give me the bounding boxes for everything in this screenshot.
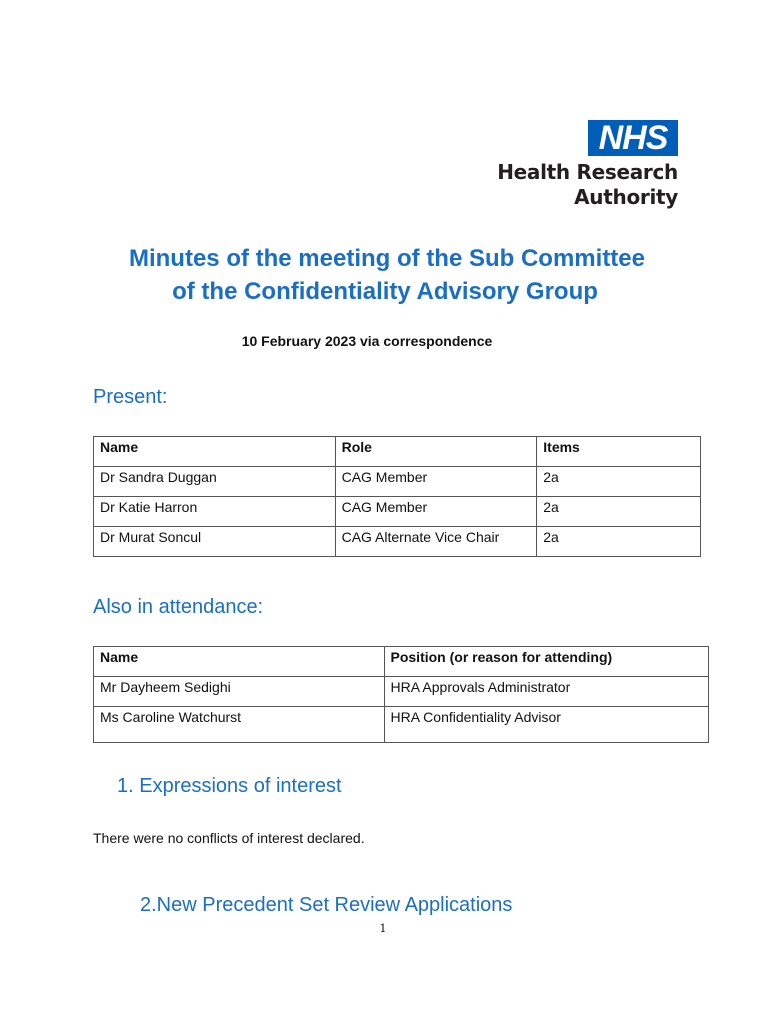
cell-items: 2a [537,497,701,527]
table-header-row [94,437,701,467]
page-number: 1 [379,922,387,935]
cell-items: 2a [537,467,701,497]
table-row [94,497,701,527]
table-header-row [94,647,709,677]
present-heading: Present: [93,386,168,408]
document-title-line1: Minutes of the meeting of the Sub Committee [128,245,645,272]
section-1-heading: 1. Expressions of interest [117,775,342,797]
cell-name: Dr Katie Harron [94,497,336,527]
cell-name: Dr Sandra Duggan [94,467,336,497]
cell-role: CAG Alternate Vice Chair [335,527,537,557]
document-title-line2: of the Confidentiality Advisory Group [172,278,598,305]
table-row [94,467,701,497]
cell-items: 2a [537,527,701,557]
attendance-heading: Also in attendance: [93,596,264,618]
attendance-table [93,646,709,743]
table-row [94,527,701,557]
org-name-line2: Authority [574,185,678,209]
present-table [93,436,701,557]
cell-role: CAG Member [335,497,537,527]
header-name: Name [94,647,385,677]
table-row [94,677,709,707]
hra-logo [486,120,678,212]
nhs-logo-badge: NHS [588,120,678,156]
table-row [94,707,709,743]
cell-name: Dr Murat Soncul [94,527,336,557]
header-items: Items [537,437,701,467]
cell-role: CAG Member [335,467,537,497]
header-role: Role [335,437,537,467]
org-name-line1: Health Research [497,160,678,184]
header-position: Position (or reason for attending) [384,647,709,677]
cell-position: HRA Confidentiality Advisor [384,707,709,743]
section-1-text: There were no conflicts of interest declared. [93,830,365,846]
section-2-heading: 2.New Precedent Set Review Applications [140,894,513,916]
header-name: Name [94,437,336,467]
cell-name: Ms Caroline Watchurst [94,707,385,743]
cell-position: HRA Approvals Administrator [384,677,709,707]
cell-name: Mr Dayheem Sedighi [94,677,385,707]
meeting-date: 10 February 2023 via correspondence [241,333,493,349]
